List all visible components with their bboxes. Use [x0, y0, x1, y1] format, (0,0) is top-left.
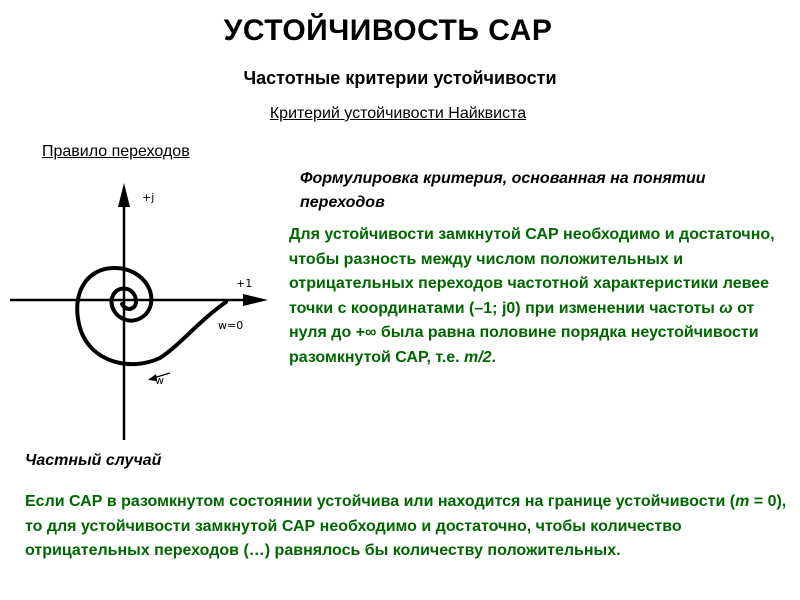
statement-end: . [491, 348, 497, 366]
m-half: m/2 [464, 348, 492, 366]
statement-part1: Для устойчивости замкнутой САР необходимо и достаточно, чтобы разность между числом положительных и отрицательных переходов частотной характеристики левее точки с координатами (–1; j0) при изменении частоты [289, 226, 775, 317]
frequency-response-curve [77, 268, 226, 364]
label-w: w [155, 374, 164, 387]
special-part1: Если САР в разомкнутом состоянии устойчива или находится на границе устойчивости ( [25, 493, 736, 510]
criterion-statement [289, 223, 789, 370]
special-part2: = 0), то для устойчивости замкнутой САР необходимо и достаточно, чтобы количество отрицательных переходов (…) равнялось бы количеству положительных. [25, 493, 787, 559]
formulation-heading: Формулировка критерия, основанная на понятии переходов [300, 170, 706, 211]
page-title: УСТОЙЧИВОСТЬ САР [223, 14, 553, 47]
criterion-heading: Критерий устойчивости Найквиста [269, 105, 527, 122]
nyquist-diagram [0, 175, 285, 445]
label-real: +1 [236, 277, 253, 290]
special-case-text [25, 490, 795, 564]
subtitle: Частотные критерии устойчивости [243, 68, 557, 88]
label-imaginary: +j [142, 191, 155, 204]
real-axis-arrow [243, 294, 268, 306]
m-symbol: m [735, 493, 750, 510]
omega-symbol: ω [719, 299, 733, 317]
label-w0: w=0 [218, 319, 244, 332]
special-case-heading: Частный случай [25, 452, 162, 469]
rule-heading: Правило переходов [42, 143, 190, 160]
imaginary-axis-arrow [118, 183, 130, 207]
statement-part2: от нуля до +∞ была равна половине порядка неустойчивости разомкнутой САР, т.е. [289, 299, 759, 366]
